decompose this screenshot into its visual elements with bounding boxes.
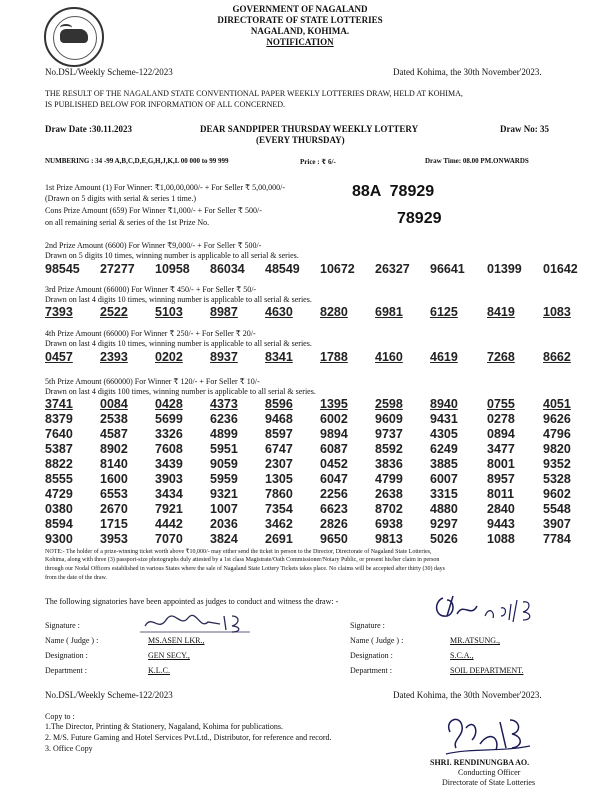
prize-number: 3741 [45, 397, 73, 411]
fifth-prize-line1: 5th Prize Amount (660000) For Winner ₹ 120/- + For Seller ₹ 10/- [45, 377, 260, 386]
prize-number: 9431 [430, 412, 458, 426]
prize-number: 8596 [265, 397, 293, 411]
officer-title: Conducting Officer [458, 768, 521, 777]
prize-number: 8341 [265, 350, 293, 364]
prize-number: 7268 [487, 350, 515, 364]
judge-right-signature [425, 588, 560, 628]
prize-number: 6553 [100, 487, 128, 501]
prize-number: 8822 [45, 457, 73, 471]
prize-number: 7640 [45, 427, 73, 441]
prize-number: 9894 [320, 427, 348, 441]
draw-subtitle: (EVERY THURSDAY) [256, 135, 345, 145]
prize-number: 0084 [100, 397, 128, 411]
prize-number: 4799 [375, 472, 403, 486]
prize-number: 0278 [487, 412, 515, 426]
prize-number: 3477 [487, 442, 515, 456]
prize-number: 4587 [100, 427, 128, 441]
header-dept: DIRECTORATE OF STATE LOTTERIES [217, 15, 383, 25]
prize-number: 8379 [45, 412, 73, 426]
header-place: NAGALAND, KOHIMA. [250, 26, 350, 36]
prize-number: 0428 [155, 397, 183, 411]
judge-left-desig: GEN SECY., [148, 651, 190, 660]
officer-signature [440, 710, 535, 760]
copy-to-label: Copy to : [45, 712, 75, 721]
prize-number: 8555 [45, 472, 73, 486]
prize-number: 4899 [210, 427, 238, 441]
prize-number: 0202 [155, 350, 183, 364]
prize-number: 1600 [100, 472, 128, 486]
prize-number: 2393 [100, 350, 128, 364]
prize-number: 4051 [543, 397, 571, 411]
prize-number: 4880 [430, 502, 458, 516]
ref-scheme: No.DSL/Weekly Scheme-122/2023 [45, 67, 173, 77]
footer-scheme: No.DSL/Weekly Scheme-122/2023 [45, 690, 173, 700]
prize-number: 9352 [543, 457, 571, 471]
prize-number: 8662 [543, 350, 571, 364]
prize-number: 3953 [100, 532, 128, 546]
note-line3: through our Nodal Officers established in various States where the sale of Nagaland State Lottery Tickets takes place. No claims will be accepted after thirty (30) days [45, 566, 445, 572]
prize-number: 98545 [45, 262, 80, 276]
note-line2: Kohima, along with three (3) passport-size photographs duly attested by a 1st class Magistrate/Oath Commissioner/Notary Public, or present his/her claim in person [45, 557, 440, 563]
prize-number: 2670 [100, 502, 128, 516]
prize-number: 5026 [430, 532, 458, 546]
judge-right-name-label: Name ( Judge ) : [350, 636, 404, 645]
prize-number: 10958 [155, 262, 190, 276]
copy-item-2: 2. M/S. Future Gaming and Hotel Services Pvt.Ltd., Distributor, for reference and record. [45, 733, 332, 742]
judge-left-dept-label: Department : [45, 666, 87, 675]
prize-number: 2538 [100, 412, 128, 426]
judge-left-dept: K.L.C. [148, 666, 170, 675]
prize-number: 8001 [487, 457, 515, 471]
prize-number: 8940 [430, 397, 458, 411]
prize-number: 8011 [487, 487, 515, 501]
fifth-prize-line2: Drawn on last 4 digits 100 times, winning number is applicable to all serial & series. [45, 387, 316, 396]
prize-number: 5959 [210, 472, 238, 486]
cons-prize-line2: on all remaining serial & series of the 1st Prize No. [45, 218, 210, 227]
intro-line2: IS PUBLISHED BELOW FOR INFORMATION OF ALL CONCERNED. [45, 100, 286, 109]
first-prize-line1: 1st Prize Amount (1) For Winner: ₹1,00,00,000/- + For Seller ₹ 5,00,000/- [45, 183, 285, 192]
prize-number: 4630 [265, 305, 293, 319]
copy-item-1: 1.The Director, Printing & Stationery, Nagaland, Kohima for publications. [45, 722, 283, 731]
prize-number: 8594 [45, 517, 73, 531]
prize-number: 4729 [45, 487, 73, 501]
judge-left-signature [140, 610, 255, 634]
prize-number: 3885 [430, 457, 458, 471]
second-prize-line2: Drawn on 5 digits 10 times, winning number is applicable to all serial & series. [45, 251, 299, 260]
prize-number: 8987 [210, 305, 238, 319]
first-prize-line2: (Drawn on 5 digits with serial & series 1 time.) [45, 194, 197, 203]
prize-number: 5548 [543, 502, 571, 516]
prize-number: 9737 [375, 427, 403, 441]
prize-number: 7070 [155, 532, 183, 546]
prize-number: 8702 [375, 502, 403, 516]
prize-number: 2256 [320, 487, 348, 501]
prize-number: 9820 [543, 442, 571, 456]
draw-no: Draw No: 35 [500, 124, 549, 134]
prize-number: 6623 [320, 502, 348, 516]
prize-number: 6938 [375, 517, 403, 531]
prize-number: 3315 [430, 487, 458, 501]
prize-number: 6981 [375, 305, 403, 319]
prize-number: 2826 [320, 517, 348, 531]
judge-right-dept-label: Department : [350, 666, 392, 675]
prize-number: 5328 [543, 472, 571, 486]
prize-number: 6007 [430, 472, 458, 486]
ref-dated: Dated Kohima, the 30th November'2023. [393, 67, 542, 77]
prize-number: 3836 [375, 457, 403, 471]
footer-dated: Dated Kohima, the 30th November'2023. [393, 690, 542, 700]
judge-right-name: MR.ATSUNG., [450, 636, 501, 645]
prize-number: 5951 [210, 442, 238, 456]
prize-number: 9059 [210, 457, 238, 471]
prize-number: 0894 [487, 427, 515, 441]
prize-number: 4160 [375, 350, 403, 364]
judge-left-name-label: Name ( Judge ) : [45, 636, 99, 645]
price: Price : ₹ 6/- [300, 158, 336, 166]
prize-number: 4442 [155, 517, 183, 531]
prize-number: 9321 [210, 487, 238, 501]
numbering: NUMBERING : 34 -99 A,B,C,D,E,G,H,J,K,L 00 000 to 99 999 [45, 157, 229, 165]
intro-line1: THE RESULT OF THE NAGALAND STATE CONVENTIONAL PAPER WEEKLY LOTTERIES DRAW, HELD AT KOHIMA, [45, 89, 463, 98]
second-prize-line1: 2nd Prize Amount (6600) For Winner ₹9,000/- + For Seller ₹ 500/- [45, 241, 262, 250]
prize-number: 96641 [430, 262, 465, 276]
prize-number: 0755 [487, 397, 515, 411]
prize-number: 5699 [155, 412, 183, 426]
prize-number: 2598 [375, 397, 403, 411]
prize-number: 8280 [320, 305, 348, 319]
judge-right-desig: S.C.A., [450, 651, 474, 660]
prize-number: 6747 [265, 442, 293, 456]
officer-dept: Directorate of State Lotteries [442, 778, 536, 787]
prize-number: 3903 [155, 472, 183, 486]
prize-number: 86034 [210, 262, 245, 276]
prize-number: 4305 [430, 427, 458, 441]
prize-number: 9813 [375, 532, 403, 546]
prize-number: 1088 [487, 532, 515, 546]
prize-number: 9609 [375, 412, 403, 426]
prize-number: 9650 [320, 532, 348, 546]
prize-number: 1715 [100, 517, 128, 531]
prize-number: 8902 [100, 442, 128, 456]
fourth-prize-line2: Drawn on last 4 digits 10 times, winning number is applicable to all serial & series. [45, 339, 312, 348]
prize-number: 7608 [155, 442, 183, 456]
prize-number: 0380 [45, 502, 73, 516]
prize-number: 3434 [155, 487, 183, 501]
fourth-prize-line1: 4th Prize Amount (66000) For Winner ₹ 250/- + For Seller ₹ 20/- [45, 329, 256, 338]
prize-number: 27277 [100, 262, 135, 276]
prize-number: 1083 [543, 305, 571, 319]
prize-number: 3907 [543, 517, 571, 531]
prize-number: 3824 [210, 532, 238, 546]
prize-number: 1305 [265, 472, 293, 486]
draw-date: Draw Date :30.11.2023 [45, 124, 132, 134]
prize-number: 5387 [45, 442, 73, 456]
prize-number: 7860 [265, 487, 293, 501]
prize-number: 7393 [45, 305, 73, 319]
judge-right-dept: SOIL DEPARTMENT. [450, 666, 524, 675]
prize-number: 3439 [155, 457, 183, 471]
prize-number: 2691 [265, 532, 293, 546]
judges-intro: The following signatories have been appointed as judges to conduct and witness the draw: - [45, 597, 339, 606]
third-prize-line2: Drawn on last 4 digits 10 times, winning number is applicable to all serial & series. [45, 295, 312, 304]
draw-time: Draw Time: 08.00 PM.ONWARDS [425, 157, 529, 165]
cons-prize-line1: Cons Prize Amount (659) For Winner ₹1,000/- + For Seller ₹ 500/- [45, 206, 262, 215]
header-notification: NOTIFICATION [266, 37, 334, 47]
prize-number: 1395 [320, 397, 348, 411]
prize-number: 9443 [487, 517, 515, 531]
prize-number: 2638 [375, 487, 403, 501]
prize-number: 7921 [155, 502, 183, 516]
prize-number: 8140 [100, 457, 128, 471]
prize-number: 8597 [265, 427, 293, 441]
prize-number: 8592 [375, 442, 403, 456]
prize-number: 8937 [210, 350, 238, 364]
prize-number: 10672 [320, 262, 355, 276]
first-prize-number: 88A 78929 [352, 183, 435, 200]
prize-number: 4796 [543, 427, 571, 441]
prize-number: 0452 [320, 457, 348, 471]
prize-number: 01399 [487, 262, 522, 276]
prize-number: 9300 [45, 532, 73, 546]
prize-number: 26327 [375, 262, 410, 276]
prize-number: 0457 [45, 350, 73, 364]
prize-number: 2522 [100, 305, 128, 319]
copy-item-3: 3. Office Copy [45, 744, 93, 753]
note-line4: from the date of the draw. [45, 575, 107, 581]
prize-number: 2307 [265, 457, 293, 471]
prize-number: 6249 [430, 442, 458, 456]
cons-prize-number: 78929 [397, 210, 442, 227]
judge-right-sig-label: Signature : [350, 621, 385, 630]
prize-number: 1788 [320, 350, 348, 364]
prize-number: 4373 [210, 397, 238, 411]
prize-number: 4619 [430, 350, 458, 364]
prize-number: 5103 [155, 305, 183, 319]
header-gov: GOVERNMENT OF NAGALAND [232, 4, 368, 14]
judge-left-desig-label: Designation : [45, 651, 88, 660]
note-line1: NOTE:- The holder of a prize-winning ticket worth above ₹10,000/- may either send the ticket in person to the Director, Directorate of Nagaland State Lotteries, [45, 549, 432, 555]
prize-number: 8419 [487, 305, 515, 319]
prize-number: 2036 [210, 517, 238, 531]
third-prize-line1: 3rd Prize Amount (66000) For Winner ₹ 450/- + For Seller ₹ 50/- [45, 285, 257, 294]
prize-number: 6125 [430, 305, 458, 319]
prize-number: 48549 [265, 262, 300, 276]
prize-number: 3326 [155, 427, 183, 441]
prize-number: 3462 [265, 517, 293, 531]
judge-left-name: MS.ASEN LKR., [148, 636, 205, 645]
judge-left-sig-label: Signature : [45, 621, 80, 630]
prize-number: 1007 [210, 502, 238, 516]
prize-number: 6047 [320, 472, 348, 486]
draw-title: DEAR SANDPIPER THURSDAY WEEKLY LOTTERY [200, 124, 419, 134]
prize-number: 9602 [543, 487, 571, 501]
prize-number: 6002 [320, 412, 348, 426]
prize-number: 7784 [543, 532, 571, 546]
judge-right-desig-label: Designation : [350, 651, 393, 660]
prize-number: 9626 [543, 412, 571, 426]
prize-number: 9297 [430, 517, 458, 531]
prize-number: 6236 [210, 412, 238, 426]
prize-number: 2840 [487, 502, 515, 516]
prize-number: 9468 [265, 412, 293, 426]
prize-number: 7354 [265, 502, 293, 516]
prize-number: 01642 [543, 262, 578, 276]
officer-name: SHRI. RENDINUNGBA AO. [430, 758, 530, 767]
prize-number: 6087 [320, 442, 348, 456]
prize-number: 8957 [487, 472, 515, 486]
